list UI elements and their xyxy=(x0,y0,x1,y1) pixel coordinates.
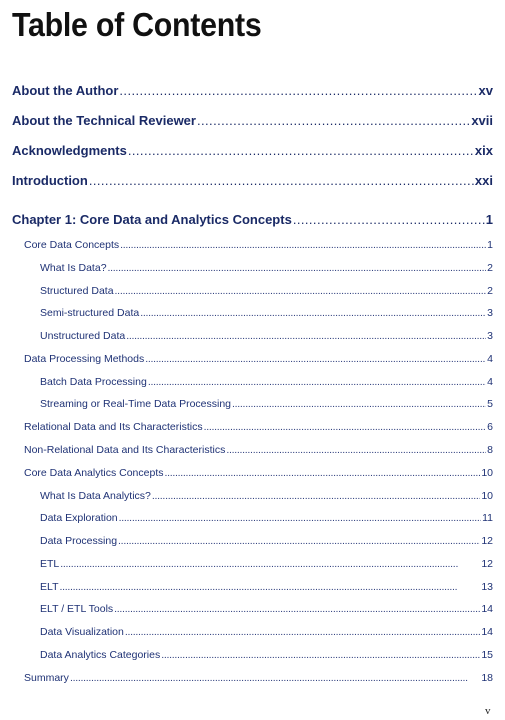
toc-entry-page: xvii xyxy=(471,113,493,128)
toc-entry-what-is-data-analytics[interactable] xyxy=(40,490,493,502)
toc-entry-relational-data[interactable] xyxy=(24,421,493,433)
dot-leader xyxy=(115,285,487,297)
toc-entry-title: Acknowledgments xyxy=(12,143,127,158)
toc-entry-title: What Is Data? xyxy=(40,262,107,274)
toc-entry-page: 14 xyxy=(481,603,493,615)
dot-leader xyxy=(108,262,487,274)
toc-entry-page: 13 xyxy=(481,581,493,593)
toc-entry-unstructured-data[interactable] xyxy=(40,330,493,342)
toc-entry-page: xv xyxy=(478,83,493,98)
dot-leader xyxy=(114,603,480,615)
toc-entry-streaming-processing[interactable] xyxy=(40,398,493,410)
toc-entry-page: xix xyxy=(474,143,493,158)
toc-entry-title: ETL xyxy=(40,558,60,570)
toc-entry-page: 2 xyxy=(487,262,493,274)
dot-leader xyxy=(119,512,481,524)
toc-entry-about-author[interactable] xyxy=(12,83,493,98)
toc-entry-title: What Is Data Analytics? xyxy=(40,490,151,502)
dot-leader xyxy=(120,239,486,251)
page-title: Table of Contents xyxy=(12,6,262,43)
dot-leader xyxy=(204,421,487,433)
dot-leader xyxy=(125,626,480,638)
toc-entry-etl[interactable] xyxy=(40,558,493,570)
toc-entry-data-processing-methods[interactable] xyxy=(24,353,493,365)
dot-leader xyxy=(152,490,480,502)
dot-leader xyxy=(70,672,480,684)
toc-entry-non-relational-data[interactable] xyxy=(24,444,493,456)
toc-entry-page: 4 xyxy=(487,376,493,388)
toc-entry-page: 1 xyxy=(487,239,493,251)
toc-entry-title: Streaming or Real-Time Data Processing xyxy=(40,398,232,410)
toc-entry-what-is-data[interactable] xyxy=(40,262,493,274)
toc-entry-data-exploration[interactable] xyxy=(40,512,493,524)
toc-entry-page: 5 xyxy=(487,398,493,410)
toc-entry-page: 11 xyxy=(482,512,493,524)
toc-entry-page: 14 xyxy=(481,626,493,638)
toc-entry-core-data-concepts[interactable] xyxy=(24,239,493,251)
dot-leader xyxy=(60,558,480,570)
dot-leader xyxy=(126,330,486,342)
toc-entry-core-data-analytics-concepts[interactable] xyxy=(24,467,493,479)
toc-entry-page: 8 xyxy=(487,444,493,456)
page-number: v xyxy=(485,705,491,717)
toc-entry-page: 10 xyxy=(481,467,493,479)
toc-entry-page: 1 xyxy=(485,212,493,227)
toc-entry-title: Summary xyxy=(24,672,69,684)
toc-entry-page: 12 xyxy=(481,558,493,570)
toc-entry-page: 4 xyxy=(487,353,493,365)
toc-entry-title: Chapter 1: Core Data and Analytics Concepts xyxy=(12,212,292,227)
toc-entry-elt-etl-tools[interactable] xyxy=(40,603,493,615)
toc-entry-title: Core Data Analytics Concepts xyxy=(24,467,164,479)
toc-entry-title: Data Visualization xyxy=(40,626,124,638)
toc-entry-page: 6 xyxy=(487,421,493,433)
toc-entry-introduction[interactable] xyxy=(12,173,493,188)
toc-entry-title: Introduction xyxy=(12,173,88,188)
toc-entry-data-visualization[interactable] xyxy=(40,626,493,638)
dot-leader xyxy=(197,113,470,128)
toc-entry-page: 3 xyxy=(487,330,493,342)
toc-entry-title: Batch Data Processing xyxy=(40,376,147,388)
toc-entry-title: Structured Data xyxy=(40,285,114,297)
toc-entry-title: Data Analytics Categories xyxy=(40,649,161,661)
toc-entry-title: ELT / ETL Tools xyxy=(40,603,114,615)
toc-entry-technical-reviewer[interactable] xyxy=(12,113,493,128)
toc-entry-title: ELT xyxy=(40,581,59,593)
toc-entry-title: Data Exploration xyxy=(40,512,118,524)
dot-leader xyxy=(232,398,486,410)
dot-leader xyxy=(128,143,474,158)
dot-leader xyxy=(226,444,486,456)
toc-entry-title: Relational Data and Its Characteristics xyxy=(24,421,203,433)
toc-entry-page: xxi xyxy=(474,173,493,188)
toc-entry-chapter-1[interactable] xyxy=(12,212,493,227)
toc-entry-page: 15 xyxy=(481,649,493,661)
toc-entry-page: 12 xyxy=(481,535,493,547)
dot-leader xyxy=(148,376,486,388)
dot-leader xyxy=(164,467,480,479)
toc-entry-data-processing[interactable] xyxy=(40,535,493,547)
toc-entry-page: 18 xyxy=(481,672,493,684)
toc-entry-elt[interactable] xyxy=(40,581,493,593)
toc-entry-title: About the Author xyxy=(12,83,119,98)
toc-entry-summary[interactable] xyxy=(24,672,493,684)
toc-entry-page: 10 xyxy=(481,490,493,502)
toc-entry-title: Data Processing xyxy=(40,535,118,547)
toc-entry-title: Semi-structured Data xyxy=(40,307,140,319)
toc-entry-page: 3 xyxy=(487,307,493,319)
dot-leader xyxy=(293,212,485,227)
toc-entry-title: About the Technical Reviewer xyxy=(12,113,196,128)
toc-entry-acknowledgments[interactable] xyxy=(12,143,493,158)
toc-entry-title: Core Data Concepts xyxy=(24,239,120,251)
toc-entry-page: 2 xyxy=(487,285,493,297)
toc-entry-data-analytics-categories[interactable] xyxy=(40,649,493,661)
toc-entry-structured-data[interactable] xyxy=(40,285,493,297)
dot-leader xyxy=(140,307,486,319)
toc-entry-title: Unstructured Data xyxy=(40,330,126,342)
toc-entry-batch-data-processing[interactable] xyxy=(40,376,493,388)
dot-leader xyxy=(119,83,477,98)
dot-leader xyxy=(89,173,474,188)
dot-leader xyxy=(145,353,486,365)
toc-entry-semi-structured-data[interactable] xyxy=(40,307,493,319)
toc-entry-title: Non-Relational Data and Its Characteristics xyxy=(24,444,226,456)
dot-leader xyxy=(161,649,480,661)
dot-leader xyxy=(59,581,480,593)
toc-entry-title: Data Processing Methods xyxy=(24,353,145,365)
dot-leader xyxy=(118,535,480,547)
